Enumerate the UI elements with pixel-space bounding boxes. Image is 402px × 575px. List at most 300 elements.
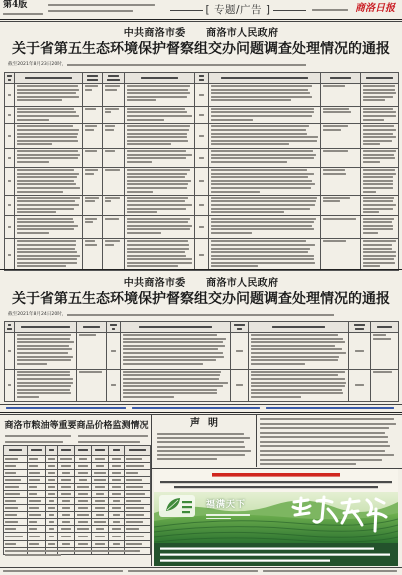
cell-content xyxy=(47,520,56,524)
page-footer-line xyxy=(128,570,258,572)
text-line-placeholder xyxy=(127,255,187,257)
cell-content xyxy=(7,371,13,400)
table-cell xyxy=(195,167,209,195)
table-cell xyxy=(4,505,28,512)
table-cell xyxy=(109,483,125,490)
cell-content xyxy=(17,323,75,330)
table-cell xyxy=(103,239,125,271)
table-cell xyxy=(15,167,83,195)
table-cell xyxy=(125,498,151,505)
table-cell xyxy=(121,369,231,402)
cell-content xyxy=(7,150,13,165)
table-cell xyxy=(5,216,15,239)
text-line-placeholder xyxy=(85,89,93,91)
text-line-placeholder xyxy=(251,385,346,387)
table-cell xyxy=(92,540,109,547)
text-line-placeholder xyxy=(211,125,309,127)
text-line-placeholder xyxy=(8,114,11,116)
text-line-placeholder xyxy=(363,125,394,127)
table-cell xyxy=(209,195,321,216)
text-line-placeholder xyxy=(105,89,118,91)
table-cell xyxy=(15,332,77,369)
text-line-placeholder xyxy=(127,129,189,131)
table-header-cell xyxy=(109,446,125,456)
text-line-placeholder xyxy=(17,248,75,250)
text-line-placeholder xyxy=(363,115,396,117)
text-line-placeholder xyxy=(363,200,393,202)
text-line-placeholder xyxy=(123,334,218,336)
text-line-placeholder xyxy=(79,458,87,460)
table-cell xyxy=(46,462,58,469)
text-line-placeholder xyxy=(78,543,88,545)
text-line-placeholder xyxy=(123,392,218,394)
text-line-placeholder xyxy=(127,251,185,253)
text-line-placeholder xyxy=(17,111,76,113)
text-line-placeholder xyxy=(17,173,80,175)
text-line-placeholder xyxy=(363,262,396,264)
report-divider xyxy=(0,269,402,270)
cell-content xyxy=(47,478,56,482)
cell-content xyxy=(85,218,101,237)
text-line-placeholder xyxy=(17,92,76,94)
cell-content xyxy=(211,108,319,122)
text-line-placeholder xyxy=(127,265,179,267)
table-header-cell xyxy=(4,446,28,456)
table-cell xyxy=(4,526,28,533)
table-header-cell xyxy=(249,322,349,333)
cell-content xyxy=(76,447,90,453)
text-line-placeholder xyxy=(211,85,313,87)
text-line-placeholder xyxy=(105,244,114,246)
text-line-placeholder xyxy=(8,180,11,182)
cell-content xyxy=(59,457,73,461)
cell-content xyxy=(363,218,397,237)
text-line-placeholder xyxy=(123,359,216,361)
table-cell xyxy=(125,512,151,519)
table-header-cell xyxy=(361,73,399,84)
text-line-placeholder xyxy=(95,543,105,545)
text-line-placeholder xyxy=(260,432,385,434)
text-line-placeholder xyxy=(112,536,121,538)
text-line-placeholder xyxy=(373,338,392,340)
table-cell xyxy=(58,540,75,547)
text-line-placeholder xyxy=(17,232,50,234)
text-line-placeholder xyxy=(199,75,205,77)
table-cell xyxy=(109,526,125,533)
cell-content xyxy=(323,169,359,193)
table-cell xyxy=(4,462,28,469)
table-cell xyxy=(58,483,75,490)
cell-content xyxy=(105,218,123,237)
advert-award-line xyxy=(174,486,378,488)
cell-content xyxy=(29,478,44,482)
table-cell xyxy=(321,149,361,168)
table-cell xyxy=(5,167,15,195)
cell-content xyxy=(5,464,26,468)
cell-content xyxy=(110,485,123,489)
text-line-placeholder xyxy=(126,507,143,509)
table-cell xyxy=(92,483,109,490)
text-line-placeholder xyxy=(77,486,89,488)
table-cell xyxy=(5,124,15,149)
advert-contact-line xyxy=(160,554,390,556)
text-line-placeholder xyxy=(126,465,144,467)
text-line-placeholder xyxy=(211,187,311,189)
table-cell xyxy=(75,476,92,483)
text-line-placeholder xyxy=(126,500,141,502)
text-line-placeholder xyxy=(5,521,18,523)
table-cell xyxy=(5,106,15,124)
text-line-placeholder xyxy=(211,169,307,171)
table-cell xyxy=(121,332,231,369)
cell-content xyxy=(251,323,347,330)
text-line-placeholder xyxy=(17,119,49,121)
table-cell xyxy=(46,540,58,547)
table-cell xyxy=(46,512,58,519)
table-cell xyxy=(209,149,321,168)
cell-content xyxy=(93,471,107,475)
text-line-placeholder xyxy=(17,129,80,131)
text-line-placeholder xyxy=(363,248,393,250)
text-line-placeholder xyxy=(78,507,88,509)
text-line-placeholder xyxy=(330,77,351,79)
text-line-placeholder xyxy=(251,345,336,347)
text-line-placeholder xyxy=(29,493,37,495)
text-line-placeholder xyxy=(5,550,135,552)
text-line-placeholder xyxy=(366,77,393,79)
text-line-placeholder xyxy=(211,180,313,182)
text-line-placeholder xyxy=(157,437,250,439)
text-line-placeholder xyxy=(211,258,315,260)
text-line-placeholder xyxy=(127,197,188,199)
table-row xyxy=(5,124,399,149)
text-line-placeholder xyxy=(126,536,144,538)
text-line-placeholder xyxy=(236,384,242,386)
text-line-placeholder xyxy=(17,140,78,142)
cell-content xyxy=(7,108,13,122)
table-header-row xyxy=(5,322,399,333)
text-line-placeholder xyxy=(79,334,96,336)
table-cell xyxy=(109,455,125,462)
table-cell xyxy=(103,167,125,195)
table-cell xyxy=(125,149,195,168)
cell-content xyxy=(123,323,229,330)
cell-content xyxy=(93,485,107,489)
text-line-placeholder xyxy=(17,218,74,220)
text-line-placeholder xyxy=(108,75,120,77)
table-cell xyxy=(75,512,92,519)
cell-content xyxy=(363,150,397,165)
cell-content xyxy=(93,492,107,496)
text-line-placeholder xyxy=(61,493,72,495)
text-line-placeholder xyxy=(211,129,307,131)
table-cell xyxy=(125,519,151,526)
cell-content xyxy=(17,371,75,400)
text-line-placeholder xyxy=(95,458,106,460)
price-monitor-note xyxy=(5,550,147,556)
text-line-placeholder xyxy=(123,341,223,343)
text-line-placeholder xyxy=(211,176,309,178)
text-line-placeholder xyxy=(363,251,396,253)
table-cell xyxy=(361,149,399,168)
table-cell xyxy=(195,216,209,239)
text-line-placeholder xyxy=(62,543,70,545)
table-header-row xyxy=(5,73,399,84)
text-line-placeholder xyxy=(8,94,11,96)
cell-content xyxy=(105,169,123,193)
text-line-placeholder xyxy=(323,108,349,110)
text-line-placeholder xyxy=(111,350,116,352)
text-line-placeholder xyxy=(199,254,204,256)
cell-content xyxy=(17,197,81,214)
table-cell xyxy=(361,124,399,149)
text-line-placeholder xyxy=(17,89,80,91)
text-line-placeholder xyxy=(94,479,105,481)
text-line-placeholder xyxy=(363,133,393,135)
table-cell xyxy=(4,490,28,497)
table-cell xyxy=(83,195,103,216)
cell-content xyxy=(85,108,101,122)
cell-content xyxy=(197,85,207,104)
table-row xyxy=(5,195,399,216)
table-cell xyxy=(361,216,399,239)
text-line-placeholder xyxy=(95,486,106,488)
text-line-placeholder xyxy=(363,96,393,98)
table-row xyxy=(5,83,399,106)
table-cell xyxy=(15,239,83,271)
table-cell xyxy=(46,526,58,533)
cell-content xyxy=(197,169,207,193)
table-cell xyxy=(15,124,83,149)
text-line-placeholder xyxy=(17,125,74,127)
cell-content xyxy=(7,85,13,104)
table-header-cell xyxy=(349,322,371,333)
table-cell xyxy=(209,239,321,271)
text-line-placeholder xyxy=(363,99,386,101)
price-monitor-table xyxy=(3,445,150,555)
cell-content xyxy=(126,485,149,489)
cell-content xyxy=(110,513,123,517)
text-line-placeholder xyxy=(323,218,357,220)
text-line-placeholder xyxy=(49,449,54,451)
cell-content xyxy=(5,506,26,510)
text-line-placeholder xyxy=(48,4,155,6)
text-line-placeholder xyxy=(8,79,12,81)
text-line-placeholder xyxy=(5,479,21,481)
table-header-cell xyxy=(321,73,361,84)
text-line-placeholder xyxy=(17,378,73,380)
text-line-placeholder xyxy=(29,543,39,545)
text-line-placeholder xyxy=(132,407,260,409)
text-line-placeholder xyxy=(139,326,212,328)
text-line-placeholder xyxy=(112,486,121,488)
text-line-placeholder xyxy=(211,232,252,234)
table-cell xyxy=(28,483,46,490)
cell-content xyxy=(126,506,149,510)
text-line-placeholder xyxy=(127,191,153,193)
cell-content xyxy=(197,150,207,165)
text-line-placeholder xyxy=(85,125,98,127)
page-footer-line xyxy=(263,570,397,572)
cell-content xyxy=(5,527,26,531)
text-line-placeholder xyxy=(61,536,71,538)
table-cell xyxy=(249,369,349,402)
text-line-placeholder xyxy=(17,258,78,260)
text-line-placeholder xyxy=(85,197,100,199)
text-line-placeholder xyxy=(5,493,20,495)
cell-content xyxy=(126,542,149,546)
text-line-placeholder xyxy=(48,486,55,488)
text-line-placeholder xyxy=(8,384,11,386)
table-cell xyxy=(75,490,92,497)
cell-content xyxy=(110,447,123,453)
cell-content xyxy=(373,334,397,367)
cell-content xyxy=(93,447,107,453)
cell-content xyxy=(85,240,101,268)
text-line-placeholder xyxy=(363,169,395,171)
table-cell xyxy=(46,455,58,462)
table-cell xyxy=(58,505,75,512)
text-line-placeholder xyxy=(221,77,308,79)
text-line-placeholder xyxy=(48,507,54,509)
text-line-placeholder xyxy=(211,173,315,175)
text-line-placeholder xyxy=(95,500,106,502)
right-notice-body xyxy=(260,418,397,465)
cell-content xyxy=(110,520,123,524)
text-line-placeholder xyxy=(78,521,88,523)
table-cell xyxy=(75,498,92,505)
text-line-placeholder xyxy=(127,204,193,206)
text-line-placeholder xyxy=(251,382,346,384)
text-line-placeholder xyxy=(113,449,120,451)
column-divider xyxy=(151,415,152,566)
table-cell xyxy=(321,195,361,216)
text-line-placeholder xyxy=(126,543,141,545)
cell-content xyxy=(351,323,369,330)
text-line-placeholder xyxy=(199,94,204,96)
cell-content xyxy=(59,542,73,546)
text-line-placeholder xyxy=(157,433,244,435)
text-line-placeholder xyxy=(355,384,363,386)
text-line-placeholder xyxy=(112,528,121,530)
table-row xyxy=(4,526,151,533)
text-line-placeholder xyxy=(251,334,339,336)
table-cell xyxy=(209,106,321,124)
text-line-placeholder xyxy=(260,463,356,465)
advert-contact-line xyxy=(160,560,330,562)
text-line-placeholder xyxy=(211,244,316,246)
text-line-placeholder xyxy=(211,157,315,159)
text-line-placeholder xyxy=(3,570,123,572)
cell-content xyxy=(109,334,119,367)
issue-date-line xyxy=(3,13,43,15)
text-line-placeholder xyxy=(17,136,78,138)
text-line-placeholder xyxy=(17,389,70,391)
text-line-placeholder xyxy=(363,183,393,185)
text-line-placeholder xyxy=(29,458,37,460)
cell-content xyxy=(79,371,105,400)
cell-content xyxy=(29,535,44,539)
tea-advert-artwork xyxy=(154,469,398,566)
text-line-placeholder xyxy=(251,396,301,398)
section-rule-thin xyxy=(0,414,402,415)
cell-content xyxy=(59,485,73,489)
text-line-placeholder xyxy=(78,465,89,467)
table-row xyxy=(5,216,399,239)
table-row xyxy=(5,369,399,402)
text-line-placeholder xyxy=(77,514,88,516)
table-row xyxy=(4,505,151,512)
report-1-intro xyxy=(8,62,306,68)
section-rule-right xyxy=(273,10,306,11)
text-line-placeholder xyxy=(78,472,88,474)
text-line-placeholder xyxy=(29,472,40,474)
table-cell xyxy=(195,195,209,216)
cell-content xyxy=(110,457,123,461)
cell-content xyxy=(93,542,107,546)
text-line-placeholder xyxy=(123,348,219,350)
cell-content xyxy=(127,74,193,81)
text-line-placeholder xyxy=(85,240,95,242)
text-line-placeholder xyxy=(17,348,73,350)
text-line-placeholder xyxy=(96,514,104,516)
text-line-placeholder xyxy=(48,10,133,12)
text-line-placeholder xyxy=(363,161,380,163)
table-cell xyxy=(125,469,151,476)
text-line-placeholder xyxy=(157,450,251,452)
text-line-placeholder xyxy=(211,228,315,230)
table-header-cell xyxy=(107,322,121,333)
text-line-placeholder xyxy=(17,108,75,110)
text-line-placeholder xyxy=(17,99,62,101)
text-line-placeholder xyxy=(251,374,339,376)
cell-content xyxy=(233,371,247,400)
table-cell xyxy=(58,512,75,519)
cell-content xyxy=(363,125,397,146)
table-row xyxy=(4,462,151,469)
text-line-placeholder xyxy=(363,208,394,210)
text-line-placeholder xyxy=(211,150,314,152)
table-cell xyxy=(209,124,321,149)
text-line-placeholder xyxy=(363,228,393,230)
table-cell xyxy=(321,124,361,149)
report-2-intro xyxy=(8,312,334,318)
text-line-placeholder xyxy=(85,221,94,223)
text-line-placeholder xyxy=(363,197,394,199)
text-line-placeholder xyxy=(211,262,316,264)
text-line-placeholder xyxy=(363,143,381,145)
cell-content xyxy=(76,535,90,539)
text-line-placeholder xyxy=(111,384,116,386)
text-line-placeholder xyxy=(211,143,290,145)
text-line-placeholder xyxy=(78,500,88,502)
text-line-placeholder xyxy=(323,150,349,152)
text-line-placeholder xyxy=(112,507,120,509)
table-row xyxy=(5,239,399,271)
text-line-placeholder xyxy=(17,251,77,253)
text-line-placeholder xyxy=(29,514,41,516)
cell-content xyxy=(127,150,193,165)
table-cell xyxy=(28,498,46,505)
table-cell xyxy=(103,106,125,124)
text-line-placeholder xyxy=(251,348,343,350)
text-line-placeholder xyxy=(127,115,193,117)
text-line-placeholder xyxy=(373,371,392,373)
table-row xyxy=(4,519,151,526)
text-line-placeholder xyxy=(363,89,396,91)
table-cell xyxy=(125,462,151,469)
text-line-placeholder xyxy=(127,232,162,234)
